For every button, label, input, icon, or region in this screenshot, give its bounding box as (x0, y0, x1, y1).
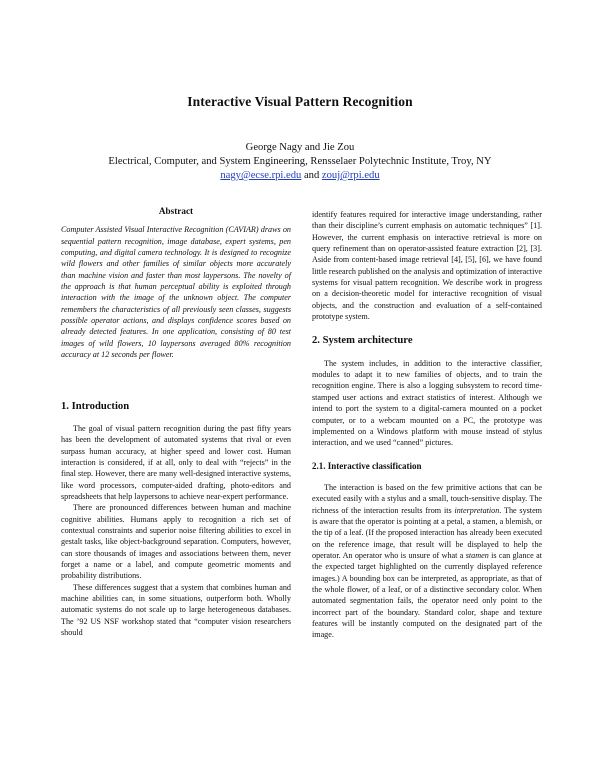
subsection-heading-interactive-classification: 2.1. Interactive classification (312, 460, 422, 471)
classification-text-a: The interaction is based on the few primitive actions that can be executed easily with a stylus and a small, touch-sensitive display. The richness of the interaction results from its (312, 482, 542, 515)
author-names: George Nagy and Jie Zou (245, 142, 355, 153)
intro-paragraph-2: There are pronounced differences between human and machine cognitive abilities. Humans apply to recognition a rich set of contextual constraints and superior noise filtering abilities to excel in gestalt tasks, like object-background separation. Computers, however, can store thousands of images and associations between them, never forget a name or a label, and compute geometric moments and probability distributions. (61, 503, 291, 581)
affiliation: Electrical, Computer, and System Engineering, Rensselaer Polytechnic Institute, Troy, NY (108, 156, 492, 167)
paper-title: Interactive Visual Pattern Recognition (187, 94, 413, 109)
abstract-text: Computer Assisted Visual Interactive Recognition (CAVIAR) draws on sequential pattern recognition, image database, expert systems, pen computing, and digital camera technology. It is designed to recognize wild flowers and other families of similar objects more accurately than machine vision and faster than most laypersons. The novelty of the approach is that human perceptual ability is exploited through interaction with the image of the unknown object. The computer remembers the characteristics of all previously seen classes, suggests possible operator actions, and displays confidence scores based on already detected features. In one application, consisting of 80 test images of wild flowers, 10 laypersons averaged 80% recognition accuracy at 12 seconds per flower. (61, 225, 291, 360)
email-line (0, 169, 600, 183)
left-column (61, 206, 291, 638)
section-heading-introduction: 1. Introduction (61, 401, 130, 413)
author-block (0, 141, 600, 183)
intro-continuation: identify features required for interactive image understanding, rather than their discipline’s current emphasis on automatic techniques” [1]. However, the current emphasis on interactive retrieval is more on query refinement than on operator-assisted feature extraction [2], [3]. Aside from content-based image retrieval [4], [5], [6], we have found little research published on the analysis and optimization of interactive systems for visual pattern recognition. We describe work in progress on a decision-theoretic model for interactive recognition of visual objects, and the construction and evaluation of a self-contained prototype system. (312, 210, 542, 322)
intro-paragraph-3: These differences suggest that a system that combines human and machine abilities can, in some situations, outperform both. Wholly automatic systems do not scale up to large heterogeneous databases. The ’92 US NSF workshop stated that “computer vision researchers should (61, 582, 291, 637)
abstract-heading: Abstract (158, 206, 194, 216)
architecture-paragraph: The system includes, in addition to the interactive classifier, modules to adapt it to new families of objects, and to train the recognition engine. There is also a logging subsystem to record time-stamped user actions and extract statistics of interest. Although we intend to port the system to a digital-camera mounted on a pocket computer, or to a webcam mounted on a PC, the prototype was implemented on a Windows platform with mouse instead of stylus interaction, and we used “canned” pictures. (312, 358, 542, 448)
email-separator: and (301, 170, 322, 181)
emphasis-stamen: stamen (465, 550, 489, 560)
section-heading-system-architecture: 2. System architecture (312, 335, 413, 347)
emphasis-interpretation: interpretation (454, 505, 500, 515)
intro-paragraph-1: The goal of visual pattern recognition during the past fifty years has been the development of automated systems that rival or even surpass human accuracy, at higher speed and lower cost. Human interaction is considered, if at all, only to deal with “rejects” in the final step. However, there are many well-designed interactive systems, like word processors, computer-aided drafting, photo-editors and spreadsheets that help laypersons to achieve near-expert performance. (61, 423, 291, 501)
right-column (312, 209, 542, 641)
email-link-nagy[interactable]: nagy@ecse.rpi.edu (220, 170, 302, 181)
email-link-zou[interactable]: zouj@rpi.edu (321, 170, 380, 181)
classification-text-c: is can glance at the expected target highlighted on the currently displayed reference images.) A bounding box can be interpreted, as appropriate, as that of the whole flower, of a leaf, or of a distinctive secondary color. When automated segmentation fails, the operator need only point to the incorrect part of the boundary. Standard color, shape and texture features will be instantly computed on the designated part of the image. (312, 550, 542, 640)
classification-text-b: . The system is aware that the operator is pointing at a petal, a stamen, a blemish, or the tip of a leaf. (If the proposed interaction has already been executed on the reference image, that result will be displayed to help the operator. An operator who is unsure of what a (312, 505, 542, 560)
classification-paragraph (312, 482, 542, 641)
